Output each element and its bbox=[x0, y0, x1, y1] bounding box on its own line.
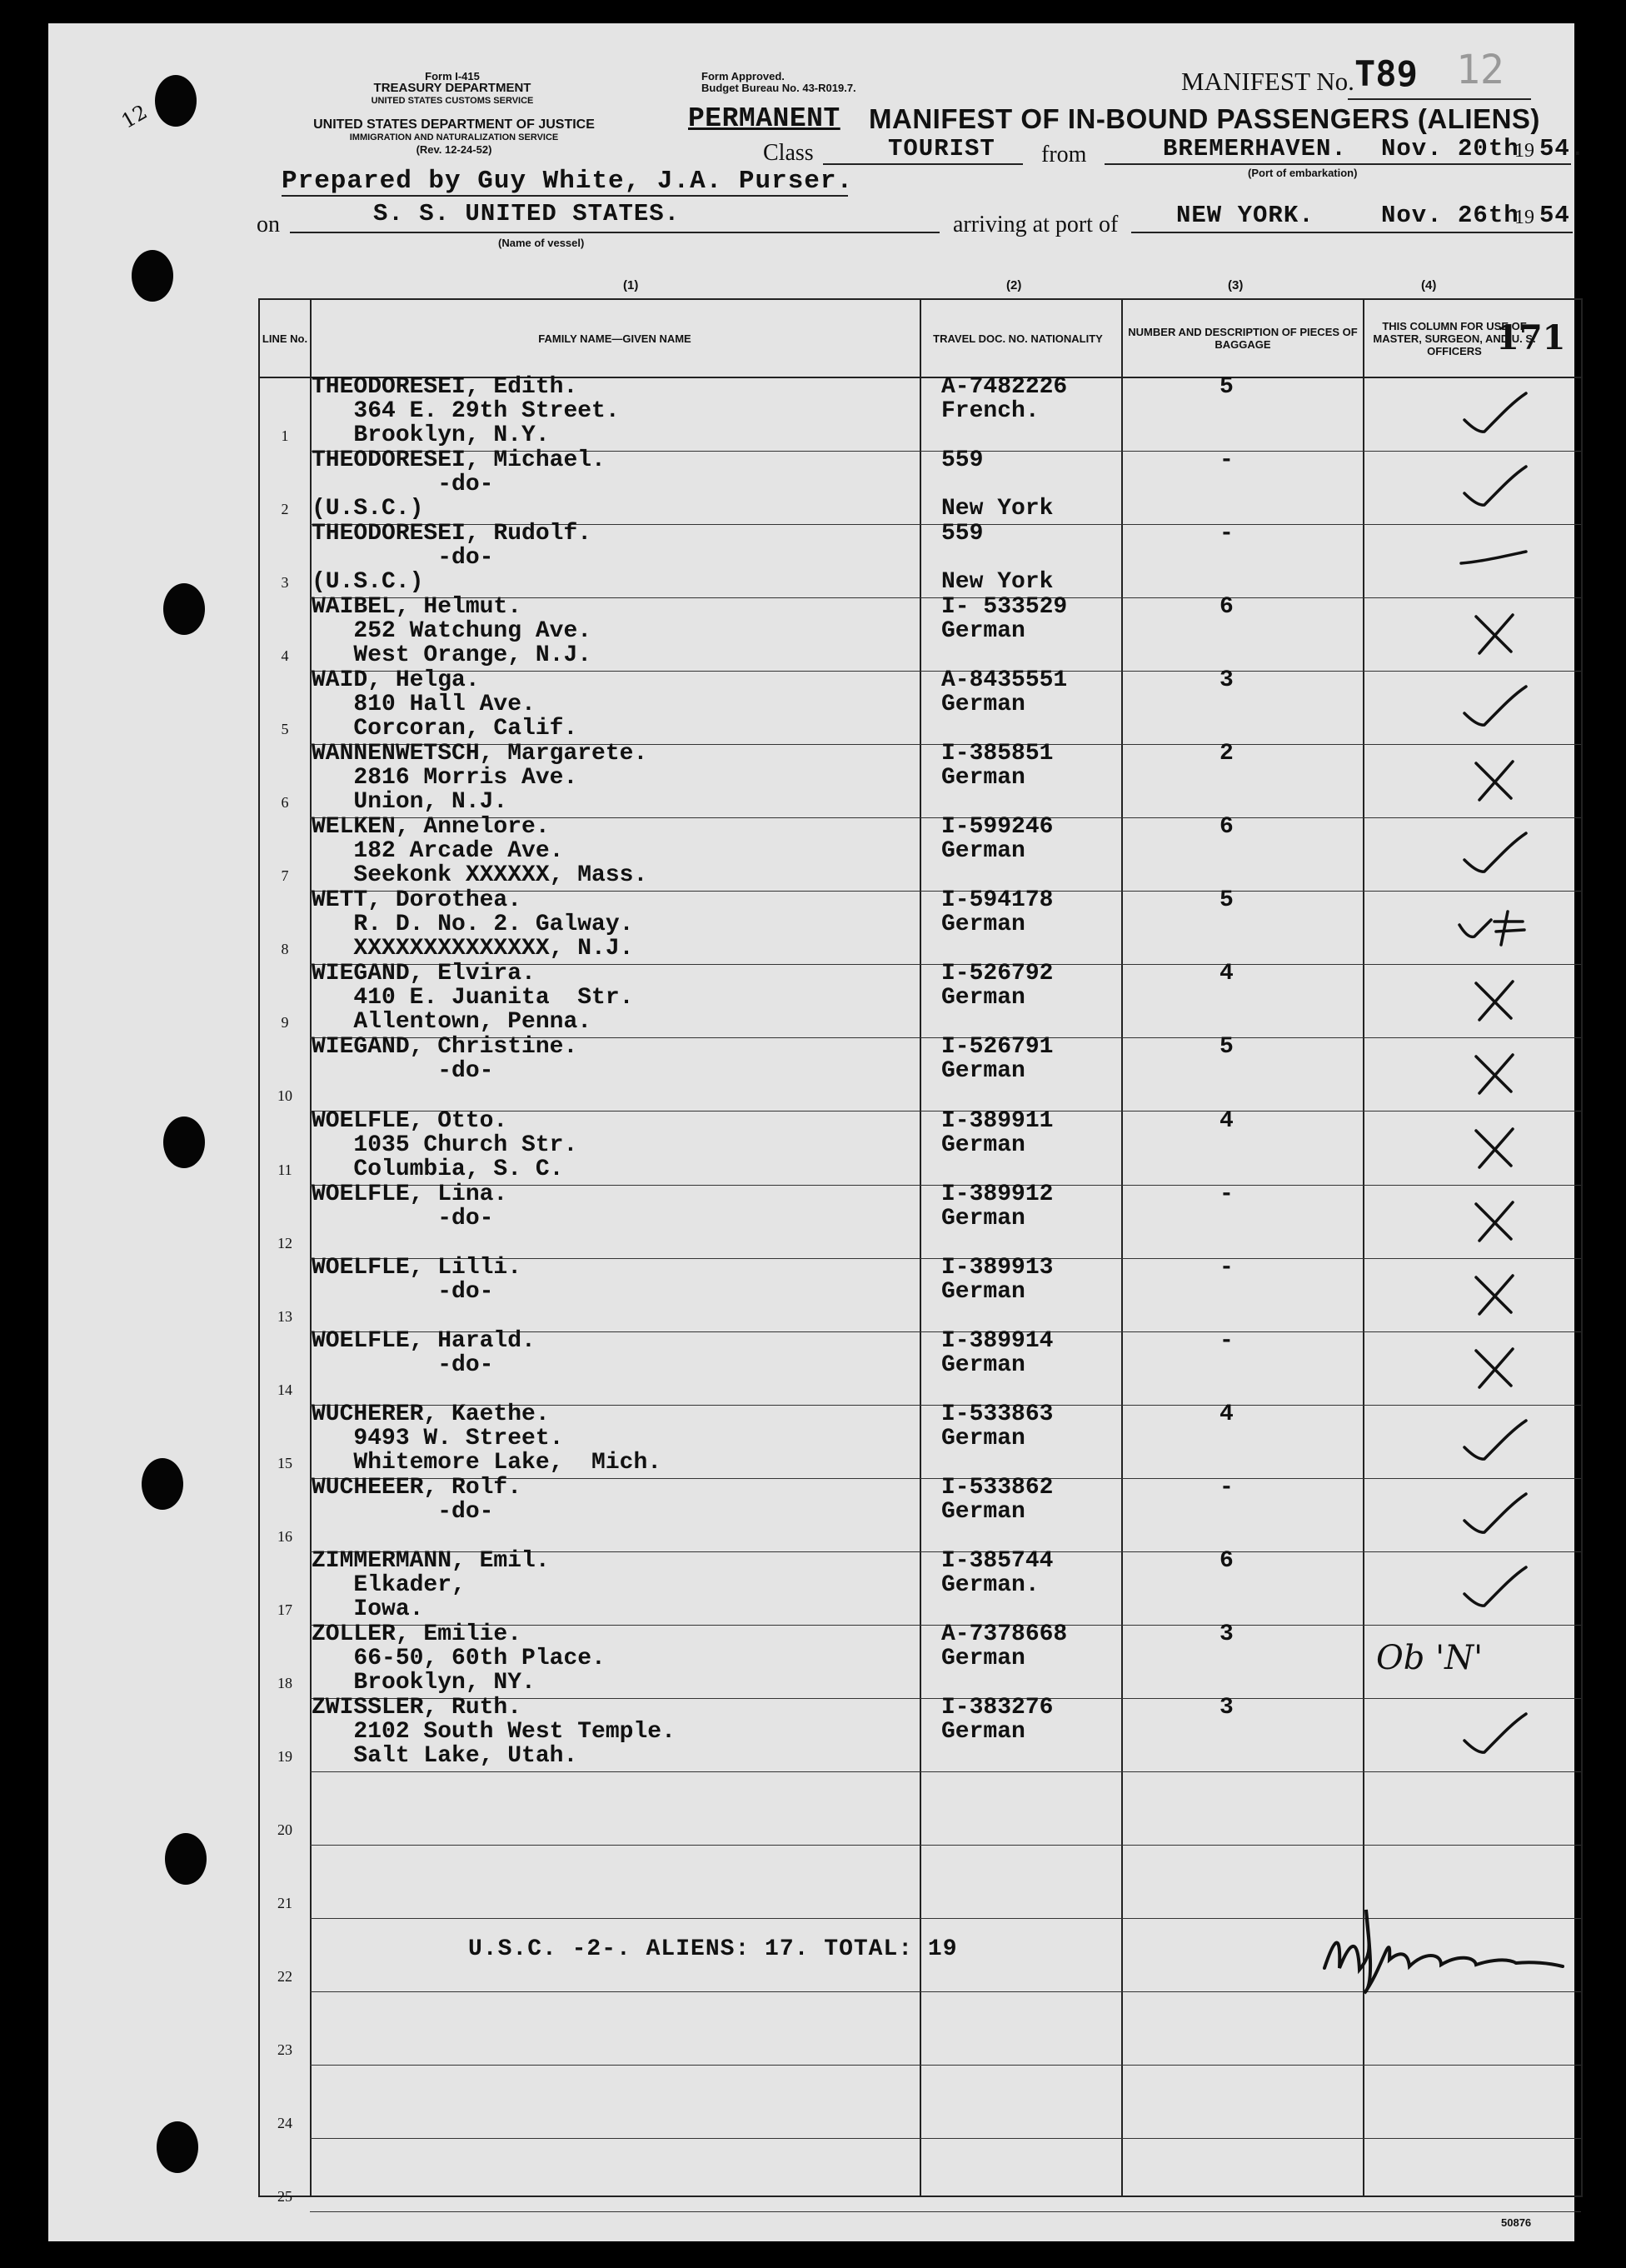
treasury-label: TREASURY DEPARTMENT bbox=[373, 81, 531, 95]
baggage-count: - bbox=[1220, 1181, 1234, 1207]
check-mark-icon bbox=[1456, 680, 1531, 730]
passenger-name: WIEGAND, Christine. -do- bbox=[312, 1034, 578, 1085]
column-number-2: (2) bbox=[1006, 278, 1022, 292]
class-label: Class bbox=[763, 140, 814, 166]
passenger-name: ZOLLER, Emilie. 66-50, 60th Place. Brooklyn, NY. bbox=[312, 1621, 606, 1696]
passenger-name: WAID, Helga. 810 Hall Ave. Corcoran, Calif. bbox=[312, 667, 578, 742]
travel-doc: I-594178 German bbox=[941, 887, 1054, 938]
baggage-count: 2 bbox=[1220, 741, 1234, 767]
table-row bbox=[260, 2066, 1581, 2139]
table-row bbox=[260, 1034, 1581, 1112]
header-travel-doc: TRAVEL DOC. NO. NATIONALITY bbox=[933, 332, 1103, 345]
manifest-title: MANIFEST OF IN-BOUND PASSENGERS (ALIENS) bbox=[869, 103, 1540, 134]
column-number-4: (4) bbox=[1421, 278, 1437, 292]
table-row bbox=[260, 1327, 1581, 1406]
table-row bbox=[260, 814, 1581, 892]
travel-doc: A-8435551 German bbox=[941, 667, 1068, 718]
baggage-count: 6 bbox=[1220, 814, 1234, 841]
passenger-name: WANNENWETSCH, Margarete. 2816 Morris Ave. Union, N.J. bbox=[312, 741, 648, 816]
line-number: 12 bbox=[277, 1234, 292, 1251]
line-number: 4 bbox=[281, 647, 289, 665]
check-mark-icon bbox=[1456, 1707, 1531, 1757]
baggage-count: - bbox=[1220, 1474, 1234, 1501]
line-number: 18 bbox=[277, 1674, 292, 1691]
line-number: 17 bbox=[277, 1601, 292, 1618]
baggage-count: - bbox=[1220, 447, 1234, 474]
manifest-page bbox=[48, 23, 1586, 2241]
punch-hole bbox=[132, 250, 173, 302]
line-number: 16 bbox=[277, 1527, 292, 1545]
baggage-count: 3 bbox=[1220, 667, 1234, 694]
travel-doc: 559 New York bbox=[941, 447, 1054, 522]
line-number: 14 bbox=[277, 1381, 292, 1398]
from-label: from bbox=[1041, 142, 1087, 167]
table-row bbox=[260, 594, 1581, 672]
line-number: 24 bbox=[277, 2115, 292, 2132]
passenger-table bbox=[258, 298, 1583, 2206]
manifest-number: T89 bbox=[1354, 53, 1418, 94]
column-number-1: (1) bbox=[623, 278, 639, 292]
footer-code: 50876 bbox=[1501, 2216, 1532, 2229]
table-row bbox=[260, 447, 1581, 525]
baggage-count: 6 bbox=[1220, 1547, 1234, 1574]
arriving-label: arriving at port of bbox=[953, 212, 1119, 237]
line-number: 22 bbox=[277, 1968, 292, 1986]
departure-year: 54. bbox=[1539, 135, 1586, 162]
travel-doc: I-383276 German bbox=[941, 1694, 1054, 1745]
baggage-count: 5 bbox=[1220, 1034, 1234, 1061]
travel-doc: 559 New York bbox=[941, 521, 1054, 596]
ins-label: IMMIGRATION AND NATURALIZATION SERVICE bbox=[349, 132, 559, 142]
totals-summary: U.S.C. -2-. ALIENS: 17. TOTAL: 19 bbox=[468, 1936, 958, 1962]
line-number: 5 bbox=[281, 721, 289, 738]
line-number: 20 bbox=[277, 1821, 292, 1838]
line-number: 8 bbox=[281, 941, 289, 958]
check-mark-icon bbox=[1456, 1561, 1531, 1611]
rev-label: (Rev. 12-24-52) bbox=[416, 143, 492, 156]
margin-note: 12 bbox=[117, 100, 152, 133]
on-label: on bbox=[257, 212, 280, 237]
line-number: 2 bbox=[281, 501, 289, 518]
signature bbox=[1316, 1893, 1574, 2010]
budget-bureau: Budget Bureau No. 43-R019.7. bbox=[701, 82, 856, 94]
line-number: 3 bbox=[281, 574, 289, 592]
port-caption: (Port of embarkation) bbox=[1248, 167, 1358, 179]
line-number: 13 bbox=[277, 1307, 292, 1325]
passenger-name: ZIMMERMANN, Emil. Elkader, Iowa. bbox=[312, 1547, 550, 1622]
table-row bbox=[260, 1772, 1581, 1846]
travel-doc: I- 533529 German bbox=[941, 594, 1068, 645]
check-mark-icon bbox=[1456, 900, 1531, 950]
travel-doc: I-385744 German. bbox=[941, 1547, 1054, 1598]
officer-note: Ob 'N' bbox=[1376, 1638, 1484, 1677]
manifest-no-label: MANIFEST No. bbox=[1181, 67, 1354, 96]
travel-doc: A-7378668 German bbox=[941, 1621, 1068, 1671]
travel-doc: I-526791 German bbox=[941, 1034, 1054, 1085]
line-number: 6 bbox=[281, 794, 289, 812]
line-number: 7 bbox=[281, 867, 289, 885]
table-row bbox=[260, 1547, 1581, 1626]
arrival-year-prefix: 19 bbox=[1514, 207, 1534, 228]
table-row bbox=[260, 374, 1581, 452]
justice-label: UNITED STATES DEPARTMENT OF JUSTICE bbox=[313, 117, 595, 132]
form-approved: Form Approved. bbox=[701, 70, 785, 82]
check-mark-icon bbox=[1456, 1487, 1531, 1537]
vessel-caption: (Name of vessel) bbox=[498, 237, 585, 249]
passenger-name: WAIBEL, Helmut. 252 Watchung Ave. West Orange, N.J. bbox=[312, 594, 592, 669]
arrival-date: Nov. 26th bbox=[1381, 202, 1519, 229]
travel-doc: I-599246 German bbox=[941, 814, 1054, 865]
baggage-count: 5 bbox=[1220, 374, 1234, 400]
cross-mark-icon bbox=[1456, 1267, 1531, 1317]
table-row bbox=[260, 1401, 1581, 1479]
departure-date: Nov. 20th bbox=[1381, 135, 1519, 162]
cross-mark-icon bbox=[1456, 1341, 1531, 1391]
baggage-count: - bbox=[1220, 521, 1234, 547]
travel-doc: I-533863 German bbox=[941, 1401, 1054, 1451]
passenger-name: WIEGAND, Elvira. 410 E. Juanita Str. Allentown, Penna. bbox=[312, 961, 634, 1036]
punch-hole bbox=[155, 75, 197, 127]
passenger-name: WOELFLE, Lina. -do- bbox=[312, 1181, 508, 1231]
baggage-count: - bbox=[1220, 1254, 1234, 1281]
passenger-name: THEODORESEI, Edith. 364 E. 29th Street. Brooklyn, N.Y. bbox=[312, 374, 620, 448]
table-row bbox=[260, 1621, 1581, 1699]
punch-hole bbox=[165, 1833, 207, 1885]
travel-doc: I-385851 German bbox=[941, 741, 1054, 792]
table-row bbox=[260, 2139, 1581, 2212]
header-family-name: FAMILY NAME—GIVEN NAME bbox=[538, 332, 691, 345]
check-mark-icon bbox=[1456, 533, 1531, 583]
punch-hole bbox=[163, 1117, 205, 1168]
line-number: 15 bbox=[277, 1454, 292, 1471]
embarkation-port: BREMERHAVEN. bbox=[1163, 135, 1347, 162]
header-officers: THIS COLUMN FOR USE OF MASTER, SURGEON, AND U. S. OFFICERS bbox=[1373, 319, 1536, 357]
baggage-count: 4 bbox=[1220, 1401, 1234, 1427]
passenger-name: WUCHERER, Kaethe. 9493 W. Street. Whitemore Lake, Mich. bbox=[312, 1401, 662, 1476]
cross-mark-icon bbox=[1456, 1047, 1531, 1097]
table-row bbox=[260, 1474, 1581, 1552]
page-stamp: 171 bbox=[1496, 318, 1566, 357]
line-number: 1 bbox=[281, 427, 289, 444]
passenger-name: WETT, Dorothea. R. D. No. 2. Galway. XXXXXXXXXXXXXX, N.J. bbox=[312, 887, 634, 962]
travel-doc: I-526792 German bbox=[941, 961, 1054, 1012]
passenger-name: THEODORESEI, Michael. -do- (U.S.C.) bbox=[312, 447, 606, 522]
header-line-no: LINE No. bbox=[262, 332, 308, 345]
table-row bbox=[260, 1181, 1581, 1259]
line-number: 9 bbox=[281, 1014, 289, 1032]
travel-doc: I-389914 German bbox=[941, 1327, 1054, 1378]
travel-doc: I-389911 German bbox=[941, 1107, 1054, 1158]
baggage-count: 4 bbox=[1220, 1107, 1234, 1134]
cross-mark-icon bbox=[1456, 753, 1531, 803]
arrival-year: 54 bbox=[1539, 202, 1570, 229]
line-number: 19 bbox=[277, 1747, 292, 1765]
table-row bbox=[260, 1694, 1581, 1772]
passenger-name: WOELFLE, Otto. 1035 Church Str. Columbia, S. C. bbox=[312, 1107, 578, 1182]
customs-label: UNITED STATES CUSTOMS SERVICE bbox=[371, 96, 534, 106]
passenger-name: WELKEN, Annelore. 182 Arcade Ave. Seekonk XXXXXX, Mass. bbox=[312, 814, 648, 889]
travel-doc: I-389913 German bbox=[941, 1254, 1054, 1305]
punch-hole bbox=[163, 583, 205, 635]
check-mark-icon bbox=[1456, 460, 1531, 510]
year-prefix: 19 bbox=[1514, 140, 1534, 162]
prepared-by: Prepared by Guy White, J.A. Purser. bbox=[282, 167, 854, 196]
table-row bbox=[260, 1107, 1581, 1186]
travel-doc: I-533862 German bbox=[941, 1474, 1054, 1525]
check-mark-icon bbox=[1456, 827, 1531, 877]
class-value: TOURIST bbox=[888, 135, 995, 162]
baggage-count: 3 bbox=[1220, 1621, 1234, 1647]
baggage-count: 6 bbox=[1220, 594, 1234, 621]
table-row bbox=[260, 667, 1581, 745]
check-mark-icon bbox=[1456, 1414, 1531, 1464]
travel-doc: A-7482226 French. bbox=[941, 374, 1068, 424]
line-number: 11 bbox=[277, 1161, 292, 1178]
manifest-number-extra: 12 bbox=[1456, 47, 1504, 93]
punch-hole bbox=[157, 2121, 198, 2173]
header-baggage: NUMBER AND DESCRIPTION OF PIECES OF BAGGAGE bbox=[1128, 326, 1358, 351]
passenger-name: THEODORESEI, Rudolf. -do- (U.S.C.) bbox=[312, 521, 592, 596]
punch-hole bbox=[142, 1458, 183, 1510]
form-number: Form I-415 bbox=[425, 70, 480, 82]
line-number: 10 bbox=[277, 1087, 292, 1105]
check-mark-icon bbox=[1456, 387, 1531, 437]
table-row bbox=[260, 741, 1581, 818]
baggage-count: 3 bbox=[1220, 1694, 1234, 1721]
passenger-name: WOELFLE, Harald. -do- bbox=[312, 1327, 536, 1378]
line-number: 21 bbox=[277, 1895, 292, 1911]
line-number: 25 bbox=[277, 2188, 292, 2206]
baggage-count: - bbox=[1220, 1327, 1234, 1354]
column-number-3: (3) bbox=[1228, 278, 1244, 292]
baggage-count: 5 bbox=[1220, 887, 1234, 914]
cross-mark-icon bbox=[1456, 1194, 1531, 1244]
table-row bbox=[260, 521, 1581, 598]
travel-doc: I-389912 German bbox=[941, 1181, 1054, 1231]
arrival-port: NEW YORK. bbox=[1176, 202, 1314, 229]
table-row bbox=[260, 961, 1581, 1038]
passenger-name: WUCHEEER, Rolf. -do- bbox=[312, 1474, 522, 1525]
table-row bbox=[260, 887, 1581, 965]
cross-mark-icon bbox=[1456, 607, 1531, 657]
table-row bbox=[260, 1254, 1581, 1332]
cross-mark-icon bbox=[1456, 973, 1531, 1023]
vessel-name: S. S. UNITED STATES. bbox=[373, 200, 681, 227]
cross-mark-icon bbox=[1456, 1121, 1531, 1171]
permanent-label: PERMANENT bbox=[688, 103, 840, 134]
passenger-name: WOELFLE, Lilli. -do- bbox=[312, 1254, 522, 1305]
passenger-name: ZWISSLER, Ruth. 2102 South West Temple. Salt Lake, Utah. bbox=[312, 1694, 676, 1769]
baggage-count: 4 bbox=[1220, 961, 1234, 987]
line-number: 23 bbox=[277, 2041, 292, 2059]
